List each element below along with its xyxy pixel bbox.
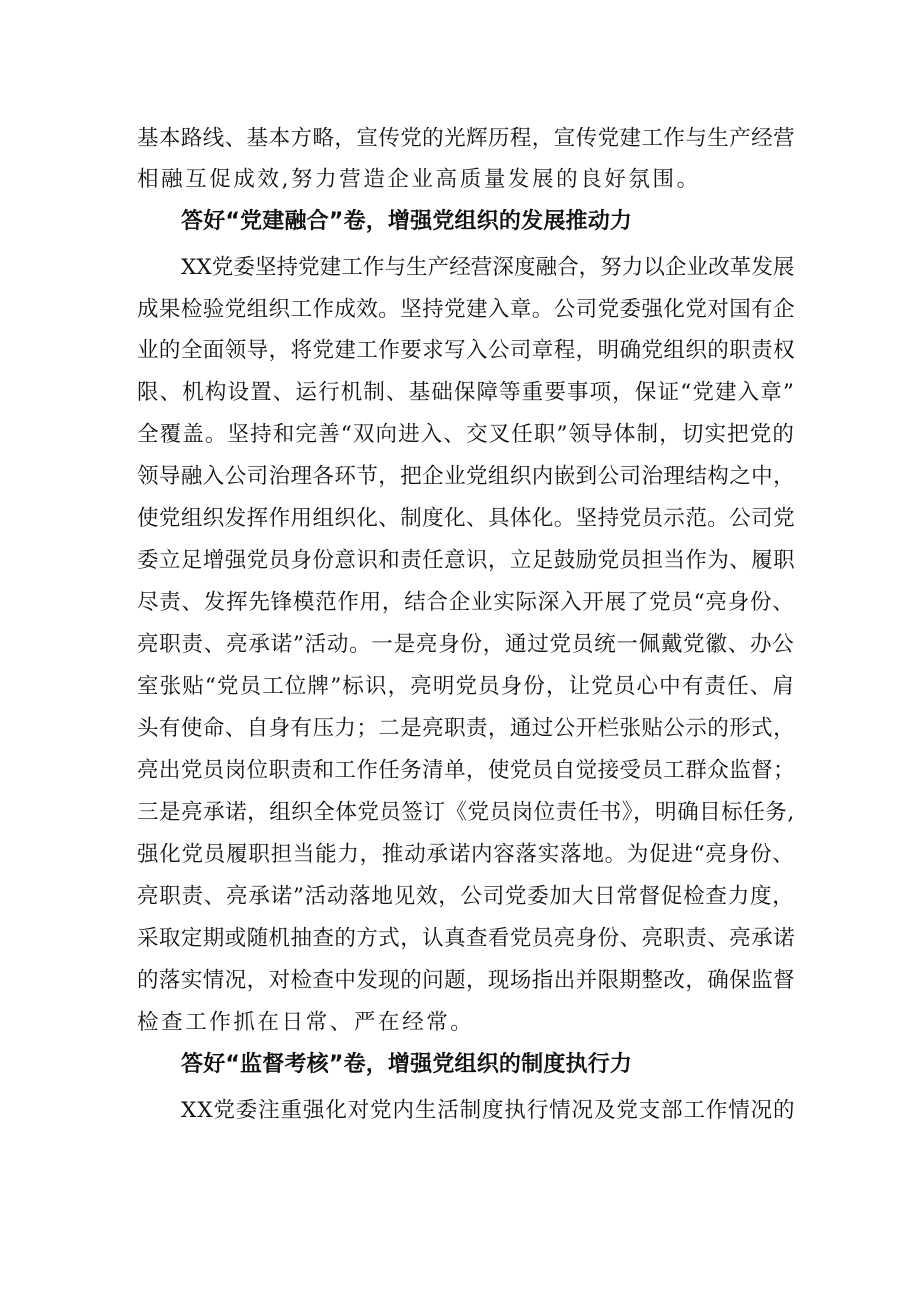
- body-text-line: 三是亮承诺，组织全体党员签订《党员岗位责任书》，明确目标任务,: [137, 800, 795, 825]
- body-text-line: 强化党员履职担当能力，推动承诺内容落实落地。为促进“亮身份、: [137, 842, 795, 867]
- body-text-line: 采取定期或随机抽查的方式，认真查看党员亮身份、亮职责、亮承诺: [137, 926, 796, 951]
- body-text-line: XX党委坚持党建工作与生产经营深度融合，努力以企业改革发展: [181, 255, 795, 280]
- body-text-line: 成果检验党组织工作成效。坚持党建入章。公司党委强化党对国有企: [137, 297, 796, 322]
- body-text-line: 基本路线、基本方略，宣传党的光辉历程，宣传党建工作与生产经营: [137, 126, 796, 151]
- body-text-line: 的落实情况，对检查中发现的问题，现场指出并限期整改，确保监督: [137, 968, 796, 993]
- body-text-line: 尽责、发挥先锋模范作用，结合企业实际深入开展了党员“亮身份、: [137, 590, 795, 615]
- body-text-line: 亮职责、亮承诺”活动。一是亮身份，通过党员统一佩戴党徽、办公: [137, 632, 795, 657]
- body-text-line: 室张贴“党员工位牌”标识，亮明党员身份，让党员心中有责任、肩: [137, 674, 795, 699]
- body-text-line: 亮职责、亮承诺”活动落地见效，公司党委加大日常督促检查力度，: [137, 884, 795, 909]
- body-text-line: 头有使命、自身有压力；二是亮职责，通过公开栏张贴公示的形式，: [137, 716, 796, 741]
- body-text-line: 检查工作抓在日常、严在经常。: [137, 1010, 475, 1035]
- body-text-line: 使党组织发挥作用组织化、制度化、具体化。坚持党员示范。公司党: [137, 506, 796, 531]
- body-text-line: 亮出党员岗位职责和工作任务清单，使党员自觉接受员工群众监督；: [137, 758, 796, 783]
- body-text-line: 限、机构设置、运行机制、基础保障等重要事项，保证“党建入章”: [137, 380, 795, 405]
- body-text-line: 委立足增强党员身份意识和责任意识，立足鼓励党员担当作为、履职: [137, 548, 796, 573]
- body-text-line: 领导融入公司治理各环节，把企业党组织内嵌到公司治理结构之中，: [137, 464, 796, 489]
- section-heading: 答好“监督考核”卷，增强党组织的制度执行力: [181, 1052, 633, 1077]
- body-text-line: XX党委注重强化对党内生活制度执行情况及党支部工作情况的: [181, 1098, 796, 1123]
- body-text-line: 业的全面领导，将党建工作要求写入公司章程，明确党组织的职责权: [137, 338, 796, 363]
- body-text-line: 全覆盖。坚持和完善“双向进入、交叉任职”领导体制，切实把党的: [137, 422, 795, 447]
- body-text-line: 相融互促成效,努力营造企业高质量发展的良好氛围。: [137, 167, 701, 192]
- section-heading: 答好“党建融合”卷，增强党组织的发展推动力: [181, 209, 633, 234]
